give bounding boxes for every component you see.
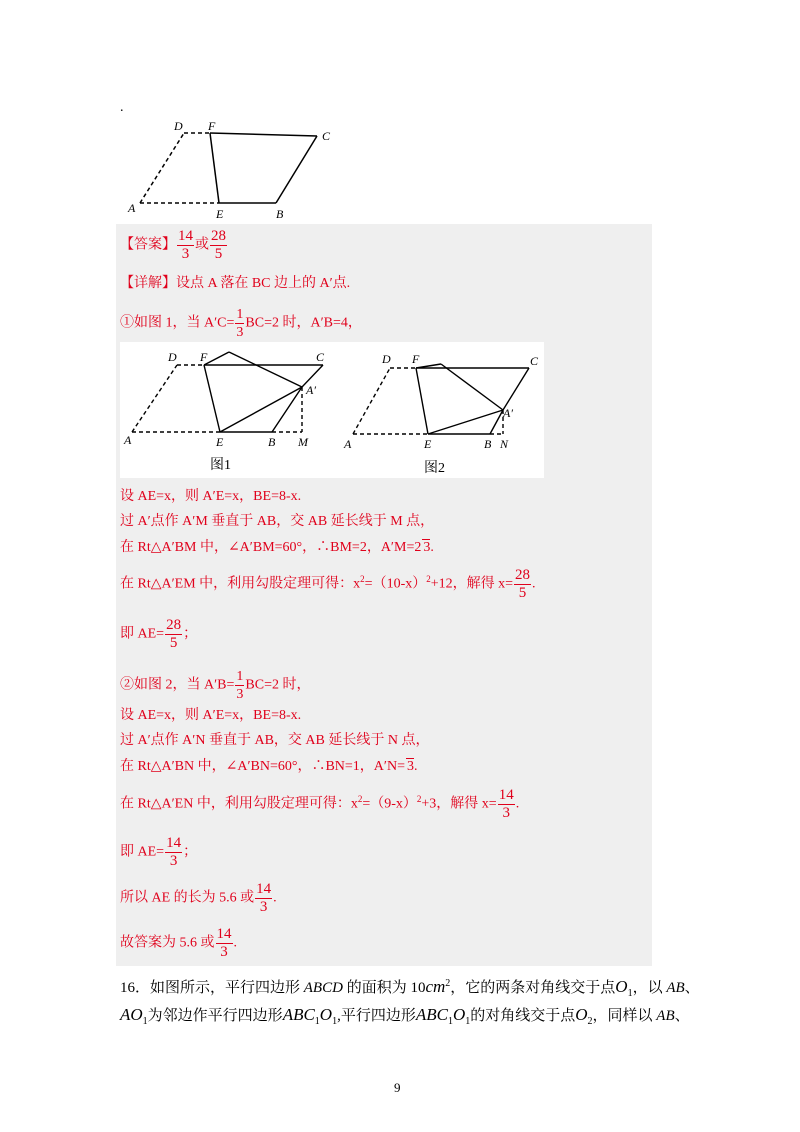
case1-line1: 设 AE=x，则 A′E=x，BE=8-x. (120, 489, 302, 504)
label-c: C (322, 129, 331, 143)
question-16-line2: $AO_1$为邻边作平行四边形$ABC_1O_1$,平行四边形$ABC_1O_1$的对角线交于点$O_2$，同样以 AB、 (120, 1005, 690, 1027)
conclusion-line1: 所以 AE 的长为 5.6 或 $\frac{14}{3}$ . (120, 881, 277, 915)
case2-intro-fraction: $\frac{1}{3}$ (236, 669, 244, 702)
fig2-label-c: C (530, 354, 539, 368)
case1-result-fraction: $\frac{28}{5}$ (515, 567, 531, 601)
case2-ae-fraction: $\frac{14}{3}$ (166, 835, 182, 869)
answer-label: 【答案】 (120, 237, 176, 253)
figure-2 (353, 364, 529, 434)
fig2-label-a: A (344, 437, 352, 451)
fig2-label-e: E (424, 437, 432, 451)
sqrt-3: 3 (406, 759, 414, 774)
fig1-caption: 图1 (210, 458, 231, 473)
case2-line4: 在 Rt△A′EN 中，利用勾股定理可得：$x^2=(9-x)^2+3$，解得 x= $\frac{14}{3}$ . (120, 787, 520, 821)
segment-fe (210, 133, 219, 203)
segment-fc (210, 133, 317, 136)
case1-line4: 在 Rt△A′EM 中，利用勾股定理可得：$x^2=(10-x)^2+12$，解得 x= $\frac{28}{5}$ . (120, 567, 536, 601)
case1-line3: 在 Rt△A′BM 中，∠A′BM=60°，∴BM=2，A′M=2 3. (120, 540, 434, 555)
case1-line5: 即 AE= $\frac{28}{5}$ ； (120, 617, 198, 651)
fig2-caption: 图2 (424, 461, 445, 476)
case2-result-fraction: $\frac{14}{3}$ (498, 787, 514, 821)
dashed-ad (140, 133, 184, 203)
figure-1 (132, 352, 323, 432)
segment-cb (276, 136, 317, 203)
case1-intro: ①如图 1，当 A′C= $\frac{1}{3}$ BC=2 时，A′B=4， (120, 307, 362, 340)
answer-or: 或 (195, 237, 209, 253)
case2-line5: 即 AE= $\frac{14}{3}$ ； (120, 835, 198, 869)
top-figure (120, 118, 350, 222)
case1-line2: 过 A′点作 A′M 垂直于 AB，交 AB 延长线于 M 点， (120, 514, 435, 529)
case1-intro-fraction: $\frac{1}{3}$ (236, 307, 244, 340)
case2-line1: 设 AE=x，则 A′E=x，BE=8-x. (120, 708, 302, 723)
page-number: 9 (394, 1080, 401, 1095)
fig1-label-c: C (316, 350, 325, 364)
label-d: D (174, 119, 183, 133)
detail-line (120, 274, 350, 294)
label-f: F (208, 119, 216, 133)
label-a: A (128, 201, 136, 215)
detail-label: 【详解】 (120, 276, 176, 291)
fig2-label-b: B (484, 437, 492, 451)
conclusion-line2: 故答案为 5.6 或 $\frac{14}{3}$ . (120, 926, 237, 960)
case2-line2: 过 A′点作 A′N 垂直于 AB，交 AB 延长线于 N 点， (120, 733, 430, 748)
fig1-label-m: M (298, 435, 308, 449)
label-e: E (216, 207, 224, 221)
case2-line3: 在 Rt△A′BN 中，∠A′BN=60°，∴BN=1，A′N= 3. (120, 759, 418, 774)
stray-dot: . (120, 100, 124, 115)
fig1-label-a: A (124, 433, 132, 447)
fig1-label-b: B (268, 435, 276, 449)
figure-1-2-svg (120, 342, 544, 478)
answer-fraction-2: $\frac{28}{5}$ (211, 228, 226, 262)
conclusion-fraction-2: $\frac{14}{3}$ (216, 926, 232, 960)
fig1-label-d: D (168, 350, 177, 364)
figures-panel (120, 342, 544, 478)
answer-fraction-1: $\frac{14}{3}$ (178, 228, 193, 262)
case1-ae-fraction: $\frac{28}{5}$ (166, 617, 182, 651)
fig1-label-f: F (200, 350, 208, 364)
fig1-label-a-prime: A′ (306, 383, 316, 397)
case2-intro: ②如图 2，当 A′B= $\frac{1}{3}$ BC=2 时， (120, 669, 311, 702)
detail-text: 设点 A 落在 BC 边上的 A′点. (176, 276, 351, 291)
fig2-label-d: D (382, 352, 391, 366)
fig2-label-n: N (500, 437, 509, 451)
fig2-label-f: F (412, 352, 420, 366)
fig1-label-e: E (216, 435, 224, 449)
conclusion-fraction-1: $\frac{14}{3}$ (256, 881, 272, 915)
question-16-line1: 16．如图所示，平行四边形 ABCD 的面积为 $10cm^2$，它的两条对角线交于点$O_1$，以 AB、 (120, 977, 700, 999)
fig2-label-a-prime: A′ (503, 406, 513, 420)
sqrt-3: 3 (423, 540, 431, 555)
answer-line (120, 228, 228, 263)
label-b: B (276, 207, 284, 221)
